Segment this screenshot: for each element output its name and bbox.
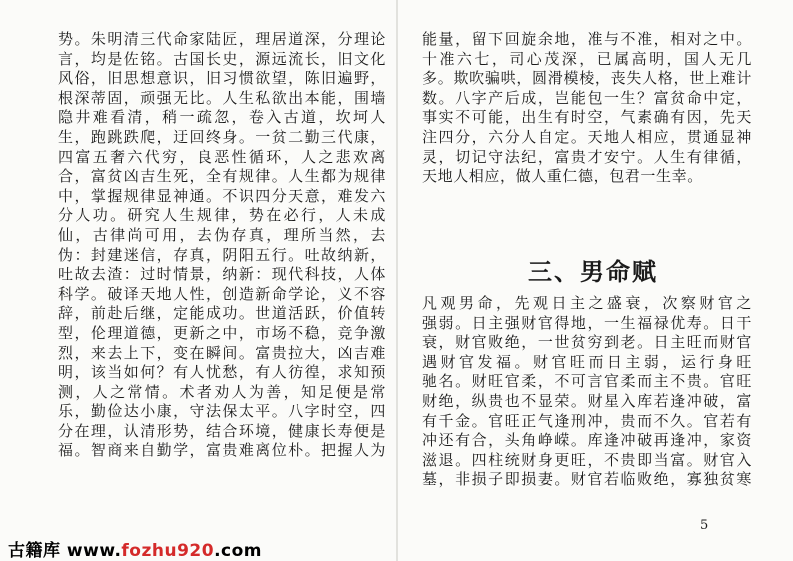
- right-line-5: 事实不可能，出生有时空，气素确有因，先天: [422, 108, 752, 127]
- left-line-16: 型，伦理道德，更新之中，市场不稳，竞争激: [58, 323, 386, 342]
- left-line-12: 伪：封建迷信，存真，阴阳五行。吐故纳新，: [58, 245, 386, 264]
- right-lower-line-8: 冲还有合，头角峥嵘。库逢冲破再逢冲，家资: [422, 431, 752, 450]
- right-line-3: 多。欺吹骗哄，圆滑模棱，丧失人格，世上难计: [422, 69, 752, 88]
- right-line-2: 十准六七，司心茂深，已属高明，国人无几: [422, 49, 752, 68]
- right-lower-line-2: 强弱。日主强财官得地，一生福禄优寿。日干: [422, 313, 752, 332]
- right-lower-line-1: 凡观男命，先观日主之盛衰，次察财官之: [422, 294, 752, 312]
- left-line-3: 风俗，旧思想意识，旧习惯欲望，陈旧遍野，: [58, 69, 386, 88]
- right-lower-line-10: 墓，非损子即损妻。财官若临败绝，寡独贫寒: [422, 470, 752, 489]
- left-line-1: 势。朱明清三代命家陆匠，理居道深，分理论: [58, 30, 386, 48]
- right-lower-line-6: 财绝，纵贵也不显荣。财星入库若逢冲破，富: [422, 391, 752, 410]
- left-line-13: 吐故去渣：过时情景，纳新：现代科技，人体: [58, 265, 386, 284]
- right-lower-line-7: 有千金。官旺正气逢刑冲，贵而不久。官若有: [422, 411, 752, 430]
- left-line-2: 言，均是佐铭。古国长史，源远流长，旧文化: [58, 49, 386, 68]
- left-line-6: 生，跑跳跌爬，迂回终身。一贫二勤三代康，: [58, 127, 386, 146]
- left-line-11: 仙，古律尚可用，去伪存真，理所当然，去: [58, 225, 386, 244]
- right-lower-line-5: 驰名。财旺官柔，不可言官柔而主不贵。官旺: [422, 372, 752, 391]
- page-number: 5: [700, 518, 709, 533]
- left-line-19: 测，人之常情。术者劝人为善，知足便是常: [58, 382, 386, 401]
- left-line-15: 辞，前赴后继，定能成功。世道活跃，价值转: [58, 304, 386, 323]
- right-page-lower: [422, 294, 752, 490]
- watermark: [8, 536, 262, 561]
- left-line-5: 隐井难看清，稍一疏忽，卷入古道，坎坷人: [58, 108, 386, 127]
- right-lower-line-9: 滋退。四柱统财身更旺，不贵即当富。财官入: [422, 450, 752, 469]
- right-lower-line-3: 衰，财官败绝，一世贫穷到老。日主旺而财官: [422, 333, 752, 352]
- left-line-14: 科学。破译天地人性，创造新命学论，义不容: [58, 284, 386, 303]
- left-line-7: 四富五奢六代穷，良恶性循环，人之悲欢离: [58, 147, 386, 166]
- left-line-17: 烈，来去上下，变在瞬间。富贵拉大，凶吉难: [58, 343, 386, 362]
- watermark-suffix: .com: [214, 541, 263, 561]
- left-line-21: 分在理，认清形势，结合环境，健康长寿便是: [58, 421, 386, 440]
- section-heading: 三、男命赋: [528, 257, 658, 286]
- watermark-prefix: 古籍库 www.: [8, 541, 122, 561]
- right-line-8: 天地人相应，做人重仁德，包君一生幸。: [422, 167, 703, 186]
- left-line-8: 合，富贫凶吉生死，全有规律。人生都为规律: [58, 167, 386, 186]
- right-line-7: 灵，切记守法纪，富贵才安宁。人生有律循，: [422, 147, 752, 166]
- left-line-9: 中，掌握规律显神通。不识四分天意，难发六: [58, 186, 386, 205]
- right-page-upper: [422, 30, 752, 187]
- right-lower-line-4: 遇财官发福。财官旺而日主弱，运行身旺: [422, 352, 752, 371]
- watermark-accent: fozhu920: [121, 541, 215, 561]
- left-line-22: 福。智商来自勤学，富贵难离位朴。把握人为: [58, 441, 386, 460]
- right-line-1: 能量，留下回旋余地，准与不准，相对之中。: [422, 30, 752, 48]
- left-page: [58, 30, 386, 461]
- right-line-4: 数。八字产后成，岂能包一生？富贫命中定，: [422, 88, 752, 107]
- left-line-10: 分人功。研究人生规律，势在必行，人未成: [58, 206, 386, 225]
- right-line-6: 注四分，六分人自定。天地人相应，贯通显神: [422, 127, 752, 146]
- page-fold: [396, 0, 398, 561]
- left-line-4: 根深蒂固，顽强无比。人生私欲出本能，围墙: [58, 88, 386, 107]
- left-line-20: 乐，勤俭达小康，守法保太平。八字时空，四: [58, 402, 386, 421]
- left-line-18: 明，该当如何？有人忧愁，有人彷徨，求知预: [58, 363, 386, 382]
